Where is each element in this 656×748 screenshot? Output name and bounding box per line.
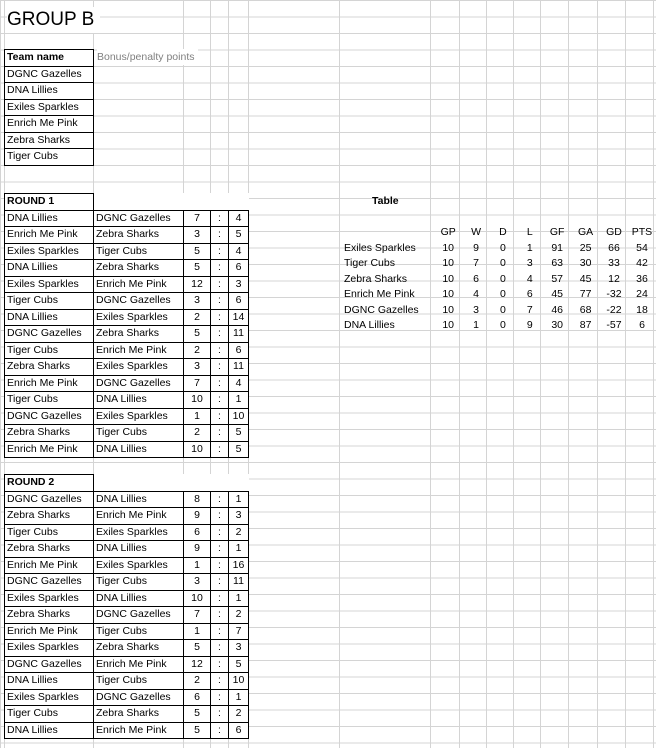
standings-value-cell[interactable]: 45 (579, 272, 592, 285)
standings-value-cell[interactable]: 12 (608, 272, 620, 285)
away-score-cell[interactable]: 3 (229, 640, 249, 657)
home-team-cell[interactable]: DGNC Gazelles (5, 326, 94, 343)
match-row (5, 227, 249, 244)
standings-col-header[interactable]: GD (606, 226, 622, 239)
standings-team-cell[interactable]: DGNC Gazelles (344, 303, 419, 316)
home-team-cell[interactable]: Exiles Sparkles (5, 276, 94, 293)
home-score-cell[interactable]: 2 (184, 309, 211, 326)
away-score-cell[interactable]: 4 (229, 243, 249, 260)
away-team-cell[interactable]: Enrich Me Pink (94, 656, 184, 673)
team-name-cell[interactable]: DNA Lillies (5, 83, 94, 100)
home-team-cell[interactable]: DGNC Gazelles (5, 574, 94, 591)
match-row (5, 590, 249, 607)
score-separator-cell[interactable]: : (211, 623, 229, 640)
score-separator-cell[interactable]: : (211, 541, 229, 558)
home-score-cell[interactable]: 5 (184, 243, 211, 260)
away-score-cell[interactable]: 5 (229, 425, 249, 442)
score-separator-cell[interactable]: : (211, 326, 229, 343)
home-team-cell[interactable]: Zebra Sharks (5, 607, 94, 624)
standings-value-cell[interactable]: 0 (500, 257, 506, 270)
standings-col-header[interactable]: PTS (631, 226, 653, 239)
home-score-cell[interactable]: 7 (184, 375, 211, 392)
standings-col-header[interactable]: GF (549, 226, 565, 239)
away-team-cell[interactable]: Tiger Cubs (94, 243, 184, 260)
score-separator-cell[interactable]: : (211, 375, 229, 392)
standings-row (340, 256, 656, 272)
standings-value-cell[interactable]: 91 (551, 241, 564, 254)
away-team-cell[interactable]: DGNC Gazelles (94, 607, 184, 624)
standings-col-header[interactable]: D (499, 226, 507, 239)
home-team-cell[interactable]: Exiles Sparkles (5, 640, 94, 657)
home-score-cell[interactable]: 2 (184, 342, 211, 359)
away-score-cell[interactable]: 11 (229, 326, 249, 343)
away-score-cell[interactable]: 1 (229, 541, 249, 558)
away-score-cell[interactable]: 4 (229, 375, 249, 392)
score-separator-cell[interactable]: : (211, 359, 229, 376)
home-team-cell[interactable]: Enrich Me Pink (5, 441, 94, 458)
away-team-cell[interactable]: DGNC Gazelles (94, 210, 184, 227)
score-separator-cell[interactable]: : (211, 607, 229, 624)
home-team-cell[interactable]: Enrich Me Pink (5, 623, 94, 640)
score-separator-cell[interactable]: : (211, 706, 229, 723)
away-score-cell[interactable]: 4 (229, 210, 249, 227)
away-team-cell[interactable]: DNA Lillies (94, 590, 184, 607)
standings-team-cell[interactable]: Zebra Sharks (344, 272, 408, 285)
score-separator-cell[interactable]: : (211, 260, 229, 277)
standings-value-cell[interactable]: 1 (473, 319, 479, 332)
home-team-cell[interactable]: DGNC Gazelles (5, 656, 94, 673)
home-team-cell[interactable]: DGNC Gazelles (5, 491, 94, 508)
away-score-cell[interactable]: 6 (229, 260, 249, 277)
home-score-cell[interactable]: 3 (184, 574, 211, 591)
away-team-cell[interactable]: Exiles Sparkles (94, 557, 184, 574)
away-team-cell[interactable]: DNA Lillies (94, 541, 184, 558)
score-separator-cell[interactable]: : (211, 276, 229, 293)
standings-value-cell[interactable]: 63 (551, 257, 564, 270)
bonus-penalty-hint[interactable]: Bonus/penalty points (97, 49, 198, 65)
home-score-cell[interactable]: 10 (184, 441, 211, 458)
score-separator-cell[interactable]: : (211, 227, 229, 244)
away-team-cell[interactable]: Tiger Cubs (94, 425, 184, 442)
team-row (5, 66, 94, 83)
match-row (5, 326, 249, 343)
home-score-cell[interactable]: 5 (184, 326, 211, 343)
score-separator-cell[interactable]: : (211, 309, 229, 326)
home-team-cell[interactable]: DNA Lillies (5, 722, 94, 739)
home-team-cell[interactable]: DGNC Gazelles (5, 408, 94, 425)
home-team-cell[interactable]: Enrich Me Pink (5, 375, 94, 392)
home-team-cell[interactable]: Tiger Cubs (5, 524, 94, 541)
standings-col-header[interactable]: GP (440, 226, 456, 239)
standings-value-cell[interactable]: 0 (500, 288, 506, 301)
standings-value-cell[interactable]: 66 (608, 241, 620, 254)
home-score-cell[interactable]: 7 (184, 210, 211, 227)
standings-row (340, 241, 656, 257)
away-team-cell[interactable]: Exiles Sparkles (94, 359, 184, 376)
home-score-cell[interactable]: 7 (184, 607, 211, 624)
team-name-cell[interactable]: Tiger Cubs (5, 149, 94, 166)
home-team-cell[interactable]: DNA Lillies (5, 210, 94, 227)
away-team-cell[interactable]: Zebra Sharks (94, 640, 184, 657)
standings-value-cell[interactable]: 33 (608, 257, 620, 270)
away-team-cell[interactable]: Enrich Me Pink (94, 508, 184, 525)
away-score-cell[interactable]: 7 (229, 623, 249, 640)
standings-value-cell[interactable]: 18 (636, 303, 648, 316)
match-row (5, 640, 249, 657)
score-separator-cell[interactable]: : (211, 689, 229, 706)
standings-value-cell[interactable]: 7 (526, 303, 533, 316)
match-row (5, 342, 249, 359)
gridline (597, 0, 598, 748)
match-row (5, 508, 249, 525)
team-name-table (4, 49, 94, 166)
team-row (5, 132, 94, 149)
standings-row (340, 272, 656, 288)
home-score-cell[interactable]: 1 (184, 408, 211, 425)
standings-value-cell[interactable]: 10 (442, 303, 454, 316)
away-team-cell[interactable]: Enrich Me Pink (94, 722, 184, 739)
away-score-cell[interactable]: 5 (229, 441, 249, 458)
away-team-cell[interactable]: Enrich Me Pink (94, 342, 184, 359)
match-row (5, 293, 249, 310)
away-team-cell[interactable]: Zebra Sharks (94, 326, 184, 343)
standings-value-cell[interactable]: 0 (500, 319, 506, 332)
home-score-cell[interactable]: 10 (184, 392, 211, 409)
away-score-cell[interactable]: 2 (229, 524, 249, 541)
away-score-cell[interactable]: 14 (229, 309, 249, 326)
standings-value-cell[interactable]: 9 (526, 319, 533, 332)
standings-value-cell[interactable]: 30 (551, 319, 564, 332)
match-row (5, 425, 249, 442)
home-team-cell[interactable]: Tiger Cubs (5, 293, 94, 310)
match-row (5, 392, 249, 409)
away-score-cell[interactable]: 11 (229, 574, 249, 591)
standings-value-cell[interactable]: 46 (551, 303, 564, 316)
match-row (5, 607, 249, 624)
score-separator-cell[interactable]: : (211, 210, 229, 227)
gridline (430, 0, 431, 748)
home-score-cell[interactable]: 2 (184, 425, 211, 442)
standings-value-cell[interactable]: -32 (606, 288, 622, 301)
away-team-cell[interactable]: Tiger Cubs (94, 673, 184, 690)
standings-value-cell[interactable]: 3 (526, 257, 533, 270)
home-score-cell[interactable]: 1 (184, 623, 211, 640)
team-name-cell[interactable]: Zebra Sharks (5, 132, 94, 149)
away-score-cell[interactable]: 5 (229, 656, 249, 673)
standings-title[interactable]: Table (372, 195, 399, 207)
score-separator-cell[interactable]: : (211, 243, 229, 260)
away-score-cell[interactable]: 3 (229, 276, 249, 293)
standings-value-cell[interactable]: 6 (473, 272, 479, 285)
home-score-cell[interactable]: 3 (184, 359, 211, 376)
away-team-cell[interactable]: Tiger Cubs (94, 623, 184, 640)
standings-col-header[interactable]: GA (578, 226, 594, 239)
home-team-cell[interactable]: Exiles Sparkles (5, 243, 94, 260)
standings-value-cell[interactable]: 4 (526, 272, 533, 285)
team-name-header[interactable]: Team name (5, 50, 94, 67)
standings-table (340, 225, 656, 334)
away-score-cell[interactable]: 6 (229, 342, 249, 359)
away-team-cell[interactable]: DGNC Gazelles (94, 375, 184, 392)
home-team-cell[interactable]: Zebra Sharks (5, 425, 94, 442)
standings-value-cell[interactable]: 68 (579, 303, 592, 316)
standings-value-cell[interactable]: 3 (473, 303, 479, 316)
match-row (5, 689, 249, 706)
away-team-cell[interactable]: DGNC Gazelles (94, 689, 184, 706)
standings-value-cell[interactable]: 10 (442, 319, 454, 332)
round2-label[interactable]: ROUND 2 (5, 475, 94, 492)
score-separator-cell[interactable]: : (211, 590, 229, 607)
match-row (5, 722, 249, 739)
away-score-cell[interactable]: 5 (229, 227, 249, 244)
away-team-cell[interactable]: Zebra Sharks (94, 260, 184, 277)
home-team-cell[interactable]: Exiles Sparkles (5, 590, 94, 607)
home-score-cell[interactable]: 10 (184, 590, 211, 607)
standings-value-cell[interactable]: 45 (551, 288, 564, 301)
away-score-cell[interactable]: 3 (229, 508, 249, 525)
standings-team-cell[interactable]: Tiger Cubs (344, 257, 395, 270)
standings-row (340, 287, 656, 303)
standings-value-cell[interactable]: 54 (636, 241, 648, 254)
home-score-cell[interactable]: 1 (184, 557, 211, 574)
away-team-cell[interactable]: DNA Lillies (94, 441, 184, 458)
match-row (5, 656, 249, 673)
home-team-cell[interactable]: Tiger Cubs (5, 342, 94, 359)
match-row (5, 309, 249, 326)
home-score-cell[interactable]: 12 (184, 656, 211, 673)
match-row (5, 375, 249, 392)
standings-value-cell[interactable]: 0 (500, 241, 506, 254)
match-row (5, 276, 249, 293)
match-row (5, 243, 249, 260)
home-score-cell[interactable]: 5 (184, 640, 211, 657)
score-separator-cell[interactable]: : (211, 673, 229, 690)
standings-value-cell[interactable]: 10 (442, 241, 454, 254)
match-row (5, 441, 249, 458)
home-team-cell[interactable]: Tiger Cubs (5, 392, 94, 409)
home-score-cell[interactable]: 8 (184, 491, 211, 508)
standings-value-cell[interactable]: 0 (500, 272, 506, 285)
standings-col-header[interactable]: L (526, 226, 533, 239)
standings-value-cell[interactable]: 6 (526, 288, 533, 301)
away-team-cell[interactable]: Exiles Sparkles (94, 309, 184, 326)
home-score-cell[interactable]: 6 (184, 524, 211, 541)
away-score-cell[interactable]: 11 (229, 359, 249, 376)
standings-team-cell[interactable]: DNA Lillies (344, 319, 395, 332)
score-separator-cell[interactable]: : (211, 574, 229, 591)
match-row (5, 541, 249, 558)
score-separator-cell[interactable]: : (211, 425, 229, 442)
away-score-cell[interactable]: 2 (229, 607, 249, 624)
away-team-cell[interactable]: DGNC Gazelles (94, 293, 184, 310)
away-team-cell[interactable]: Enrich Me Pink (94, 276, 184, 293)
away-team-cell[interactable]: Exiles Sparkles (94, 408, 184, 425)
match-row (5, 359, 249, 376)
gridline (653, 0, 654, 748)
score-separator-cell[interactable]: : (211, 491, 229, 508)
home-team-cell[interactable]: Zebra Sharks (5, 541, 94, 558)
home-team-cell[interactable]: Enrich Me Pink (5, 557, 94, 574)
team-row (5, 99, 94, 116)
standings-row (340, 318, 656, 334)
away-score-cell[interactable]: 1 (229, 689, 249, 706)
match-row (5, 557, 249, 574)
match-row (5, 706, 249, 723)
score-separator-cell[interactable]: : (211, 640, 229, 657)
away-score-cell[interactable]: 1 (229, 392, 249, 409)
home-score-cell[interactable]: 9 (184, 541, 211, 558)
away-score-cell[interactable]: 6 (229, 722, 249, 739)
standings-value-cell[interactable]: 4 (473, 288, 479, 301)
standings-value-cell[interactable]: 6 (639, 319, 645, 332)
score-separator-cell[interactable]: : (211, 408, 229, 425)
standings-corner[interactable] (340, 225, 434, 241)
standings-team-cell[interactable]: Exiles Sparkles (344, 241, 416, 254)
home-score-cell[interactable]: 5 (184, 722, 211, 739)
standings-value-cell[interactable]: 24 (636, 288, 648, 301)
match-row (5, 673, 249, 690)
team-row (5, 116, 94, 133)
away-score-cell[interactable]: 2 (229, 706, 249, 723)
score-separator-cell[interactable]: : (211, 508, 229, 525)
standings-value-cell[interactable]: 36 (636, 272, 648, 285)
round1-table (4, 193, 249, 458)
home-team-cell[interactable]: DNA Lillies (5, 309, 94, 326)
home-team-cell[interactable]: Zebra Sharks (5, 508, 94, 525)
away-score-cell[interactable]: 10 (229, 673, 249, 690)
gridline (339, 0, 340, 748)
standings-value-cell[interactable]: 77 (579, 288, 592, 301)
standings-value-cell[interactable]: 25 (579, 241, 592, 254)
standings-col-header[interactable]: W (471, 226, 482, 239)
score-separator-cell[interactable]: : (211, 656, 229, 673)
away-team-cell[interactable]: Tiger Cubs (94, 574, 184, 591)
home-team-cell[interactable]: Exiles Sparkles (5, 689, 94, 706)
standings-value-cell[interactable]: 0 (500, 303, 506, 316)
away-team-cell[interactable]: DNA Lillies (94, 392, 184, 409)
standings-value-cell[interactable]: -22 (606, 303, 622, 316)
round1-label[interactable]: ROUND 1 (5, 194, 94, 211)
standings-value-cell[interactable]: 10 (442, 272, 454, 285)
away-team-cell[interactable]: Exiles Sparkles (94, 524, 184, 541)
score-separator-cell[interactable]: : (211, 524, 229, 541)
match-row (5, 260, 249, 277)
gridline (568, 0, 569, 748)
standings-value-cell[interactable]: -57 (606, 319, 622, 332)
standings-value-cell[interactable]: 42 (636, 257, 648, 270)
match-row (5, 491, 249, 508)
match-row (5, 524, 249, 541)
home-team-cell[interactable]: DNA Lillies (5, 260, 94, 277)
standings-value-cell[interactable]: 87 (579, 319, 592, 332)
match-row (5, 574, 249, 591)
match-row (5, 623, 249, 640)
home-score-cell[interactable]: 9 (184, 508, 211, 525)
sheet-title[interactable]: GROUP B (7, 7, 100, 33)
score-separator-cell[interactable]: : (211, 342, 229, 359)
team-row (5, 83, 94, 100)
match-row (5, 408, 249, 425)
home-team-cell[interactable]: DNA Lillies (5, 673, 94, 690)
home-score-cell[interactable]: 2 (184, 673, 211, 690)
standings-value-cell[interactable]: 9 (473, 241, 479, 254)
home-score-cell[interactable]: 12 (184, 276, 211, 293)
round2-table (4, 474, 249, 739)
away-score-cell[interactable]: 1 (229, 590, 249, 607)
home-team-cell[interactable]: Enrich Me Pink (5, 227, 94, 244)
score-separator-cell[interactable]: : (211, 293, 229, 310)
home-score-cell[interactable]: 6 (184, 689, 211, 706)
away-team-cell[interactable]: DNA Lillies (94, 491, 184, 508)
team-name-cell[interactable]: Exiles Sparkles (5, 99, 94, 116)
away-score-cell[interactable]: 16 (229, 557, 249, 574)
standings-value-cell[interactable]: 57 (551, 272, 564, 285)
gridline (486, 0, 487, 748)
away-score-cell[interactable]: 10 (229, 408, 249, 425)
score-separator-cell[interactable]: : (211, 392, 229, 409)
home-team-cell[interactable]: Tiger Cubs (5, 706, 94, 723)
standings-row (340, 303, 656, 319)
team-name-cell[interactable]: DGNC Gazelles (5, 66, 94, 83)
standings-value-cell[interactable]: 10 (442, 257, 454, 270)
standings-value-cell[interactable]: 7 (473, 257, 479, 270)
team-row (5, 149, 94, 166)
gridline (513, 0, 514, 748)
standings-value-cell[interactable]: 1 (526, 241, 533, 254)
standings-team-cell[interactable]: Enrich Me Pink (344, 288, 415, 301)
home-score-cell[interactable]: 3 (184, 293, 211, 310)
gridline (540, 0, 541, 748)
standings-value-cell[interactable]: 10 (442, 288, 454, 301)
score-separator-cell[interactable]: : (211, 441, 229, 458)
match-row (5, 210, 249, 227)
home-score-cell[interactable]: 5 (184, 706, 211, 723)
standings-value-cell[interactable]: 30 (579, 257, 592, 270)
gridline (459, 0, 460, 748)
home-score-cell[interactable]: 3 (184, 227, 211, 244)
home-team-cell[interactable]: Zebra Sharks (5, 359, 94, 376)
home-score-cell[interactable]: 5 (184, 260, 211, 277)
away-score-cell[interactable]: 1 (229, 491, 249, 508)
team-name-cell[interactable]: Enrich Me Pink (5, 116, 94, 133)
score-separator-cell[interactable]: : (211, 557, 229, 574)
away-team-cell[interactable]: Zebra Sharks (94, 227, 184, 244)
away-team-cell[interactable]: Zebra Sharks (94, 706, 184, 723)
gridline (625, 0, 626, 748)
score-separator-cell[interactable]: : (211, 722, 229, 739)
away-score-cell[interactable]: 6 (229, 293, 249, 310)
